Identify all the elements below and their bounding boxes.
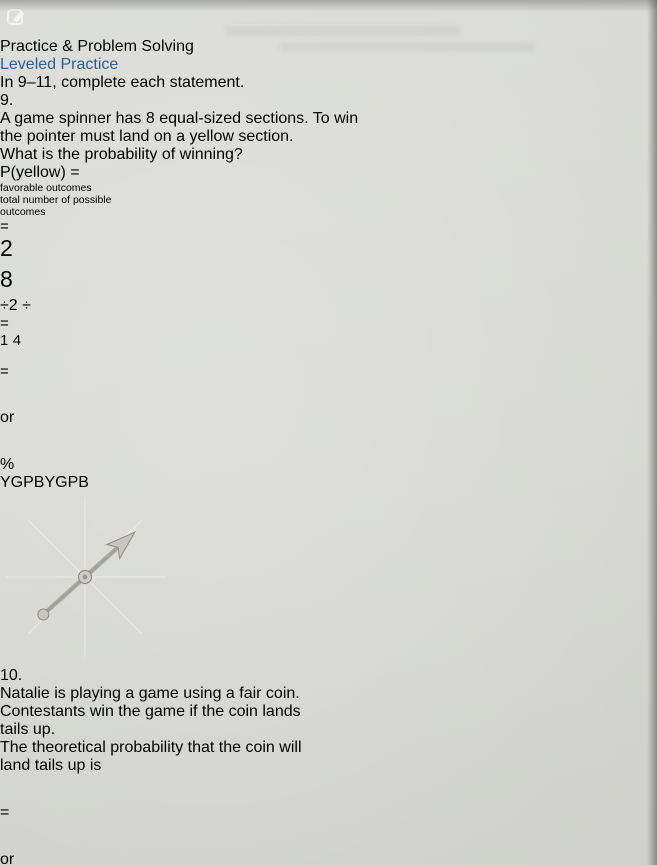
p10-answer-box-fraction[interactable] xyxy=(0,775,37,804)
handwritten-denominator: 8 xyxy=(0,266,13,292)
p9-percent-sign: % xyxy=(0,456,15,473)
leveled-practice-label: Leveled Practice xyxy=(0,56,119,73)
problem-10-line2: Contestants win the game if the coin lands xyxy=(0,703,301,720)
directions-text: In 9–11, complete each statement. xyxy=(0,74,245,91)
p9-formula-P: P xyxy=(0,164,11,181)
problem-9-number: 9. xyxy=(0,92,14,109)
problem-9-line3: What is the probability of winning? xyxy=(0,146,243,163)
spinner-arrow xyxy=(0,492,170,662)
page-top-shadow xyxy=(0,0,657,12)
problem-10-line3: tails up. xyxy=(0,721,56,738)
spinner-sector-label: B xyxy=(78,474,89,491)
problem-10-line1: Natalie is playing a game using a fair coin. xyxy=(0,685,300,702)
p9-formula-denominator: total number of possible outcomes xyxy=(0,194,112,218)
spinner-sector-label: G xyxy=(55,474,68,491)
p9-answer-box-decimal[interactable] xyxy=(0,380,38,409)
p9-or-label: or xyxy=(0,409,15,426)
p10-or-label: or xyxy=(0,851,15,865)
problem-10-line4: The theoretical probability that the coin will xyxy=(0,739,302,756)
spinner-labels xyxy=(0,474,657,492)
pencil-divide-note-top: ÷2 xyxy=(0,297,18,314)
p10-answer-box-decimal[interactable] xyxy=(0,822,34,851)
fingertip-holding-page xyxy=(0,158,13,276)
handwritten-result-numerator: 1 xyxy=(0,332,9,349)
spinner-sector-label: P xyxy=(23,474,34,491)
p9-equals-3: = xyxy=(0,363,9,380)
p9-formula-lhs xyxy=(0,164,657,182)
problem-10-line5: land tails up is xyxy=(0,757,102,774)
p9-answer-box-simplified[interactable] xyxy=(0,332,43,363)
spinner-sector-label: B xyxy=(33,474,45,491)
p9-formula-rest: (yellow) = xyxy=(10,164,80,181)
show-through-text xyxy=(225,26,460,36)
p9-equals-1: = xyxy=(0,218,9,235)
spinner xyxy=(0,474,657,667)
p10-equals: = xyxy=(0,804,10,821)
page-right-edge-shadow xyxy=(647,0,657,865)
p9-equals-2: = xyxy=(0,315,9,332)
problem-9-line1: A game spinner has 8 equal-sized sections. To win xyxy=(0,110,359,127)
spinner-sector-label: Y xyxy=(44,474,56,491)
page-title: Practice & Problem Solving xyxy=(0,38,194,55)
p9-formula-numerator: favorable outcomes xyxy=(0,182,92,194)
show-through-text xyxy=(280,43,535,51)
problem-9-line2: the pointer must land on a yellow section. xyxy=(0,128,294,145)
problem-10-number: 10. xyxy=(0,667,23,684)
handwritten-result-denominator: 4 xyxy=(12,332,22,349)
spinner-sector-label: G xyxy=(10,474,24,491)
spinner-sector-label: Y xyxy=(0,474,11,491)
p9-answer-box-percent[interactable] xyxy=(0,427,38,456)
handwritten-numerator: 2 xyxy=(0,235,13,261)
spinner-sector-label: P xyxy=(67,474,79,491)
pencil-divide-note-bottom: ÷ xyxy=(22,297,31,314)
